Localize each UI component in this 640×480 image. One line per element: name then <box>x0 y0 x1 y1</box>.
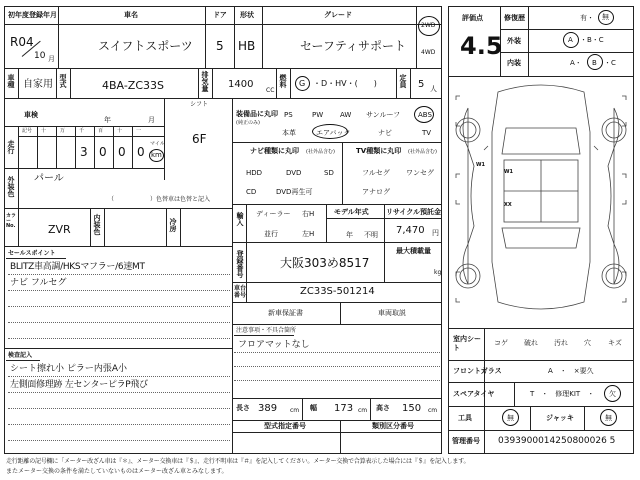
damage-mark-w1-a: W1 <box>476 162 485 168</box>
inspection-year: 年 <box>104 116 111 124</box>
displacement-unit: CC <box>266 87 275 94</box>
spare-tire-none: 欠 <box>609 390 616 398</box>
warranty-doc: 新車保証書 <box>268 309 303 317</box>
height-value: 150 <box>402 403 422 414</box>
recycle-value: 7,470 <box>396 225 425 236</box>
max-load-unit: kg <box>434 269 442 276</box>
category-value: 自家用 <box>23 79 53 90</box>
spare-tire-label: スペアタイヤ <box>453 390 495 398</box>
tools-none: 無 <box>507 414 514 422</box>
mileage-cell-divider <box>37 126 38 168</box>
drive-4wd: 4WD <box>421 49 436 56</box>
chassis-label: 車台番号 <box>234 285 247 299</box>
exterior-color: パール <box>34 173 64 184</box>
recycle-label: リサイクル預託金 <box>386 208 442 216</box>
sheet-hole: 穴 <box>584 339 591 347</box>
fuel-g: G <box>299 79 306 88</box>
navi-dvd: DVD <box>286 169 302 177</box>
tools-label: 工具 <box>458 414 472 422</box>
mileage-unit-label: 記号 <box>22 128 33 134</box>
mileage-unit-label: 百 <box>98 128 104 134</box>
navi-sd: SD <box>324 169 334 177</box>
navi-type-label: ナビ種類に丸印 <box>250 147 299 155</box>
equip-ps: PS <box>284 111 293 119</box>
sheet-tear: 破れ <box>524 339 538 347</box>
equipment-sublabel: (純正のみ) <box>236 120 260 126</box>
notes-line-1: フロアマットなし <box>238 340 310 350</box>
sales-points-label: セールスポイント <box>8 250 56 257</box>
doors-value: 5 <box>216 39 224 53</box>
equipment-label: 装備品に丸印 <box>236 110 278 118</box>
model-value: 4BA-ZC33S <box>102 79 164 92</box>
interior-grade-label: 内装 <box>507 59 521 67</box>
jack-none: 無 <box>605 414 612 422</box>
int-c: ・C <box>604 59 616 67</box>
km-label: km <box>151 151 162 159</box>
first-reg-month: 10 <box>34 51 46 61</box>
first-reg-year: R04 <box>10 35 34 49</box>
footer-line-1: 走行距離の記号欄に「メーター改ざん車は『＊』、メーター交換車は『＄』、走行不明車は『＃』を記入してください。メーター交換で合算表示した場合には『＄』を記入します。 <box>6 458 470 465</box>
max-load-label: 最大積載量 <box>396 247 431 255</box>
mileage-digit: 0 <box>99 145 107 159</box>
mileage-cell-divider <box>113 126 114 168</box>
chassis-number: ZC33S-501214 <box>300 286 375 297</box>
model-year-unknown: 不明 <box>364 231 378 239</box>
mileage-unit-label: 千 <box>79 128 85 134</box>
sales-point-line-2: ナビ フルセグ <box>10 278 67 288</box>
repair-none: 無 <box>602 13 609 21</box>
aircon-label: 冷房 <box>169 218 177 232</box>
exterior-note: （ ）色替車は色替と記入 <box>108 196 211 203</box>
length-label: 長さ <box>236 404 250 412</box>
equip-abs: ABS <box>418 111 432 119</box>
tv-type-label: TV種類に丸印 <box>356 147 402 155</box>
month-unit: 月 <box>48 55 55 63</box>
model-label: 型式 <box>59 74 67 88</box>
exterior-grade-label: 外装 <box>507 37 521 45</box>
navi-cd: CD <box>246 188 257 196</box>
import-label: 輸入 <box>236 212 244 226</box>
height-unit: cm <box>428 407 438 414</box>
equip-airbag: エアバック <box>316 129 351 137</box>
repair-label: 修復歴 <box>504 14 525 22</box>
manual-doc: 車両取説 <box>378 309 406 317</box>
color-no-value: ZVR <box>48 223 71 236</box>
notes-label: 注意事項・不具合箇所 <box>236 327 297 334</box>
drive-2wd: 2WD <box>421 22 436 29</box>
tv-fullseg: フルセグ <box>362 169 390 177</box>
tv-oneseg: ワンセグ <box>406 169 434 177</box>
damage-mark-w1-b: W1 <box>504 169 513 175</box>
model-year-unit: 年 <box>346 231 353 239</box>
mileage-unit-label: 十 <box>41 128 47 134</box>
equip-tv: TV <box>422 129 432 137</box>
grade-value: セーフティサポート <box>300 39 406 53</box>
shift-label: シフト <box>190 101 209 108</box>
capacity-unit: 人 <box>430 85 437 93</box>
inspector-label: 検査記入 <box>8 352 33 359</box>
model-year-label: モデル年式 <box>334 208 369 216</box>
import-parallel: 並行 <box>264 230 278 238</box>
interior-color-label: 内装色 <box>93 214 101 235</box>
class-label: 類別区分番号 <box>372 422 414 430</box>
displacement-value: 1400 <box>228 79 254 90</box>
footer-line-2: またメーター交換の条件を満たしていないものはメーター改ざん車とみなします。 <box>6 468 228 475</box>
import-left: 左H <box>302 230 315 238</box>
score-value: 4.5 <box>460 32 503 60</box>
inspector-line-1: シート擦れ小 ピラー内張A小 <box>10 364 128 374</box>
equip-pw: PW <box>312 111 324 119</box>
length-unit: cm <box>290 407 300 414</box>
mileage-digit: 0 <box>118 145 126 159</box>
spare-tire-value: T ・ 修理KIT ・ <box>530 390 595 398</box>
shift-value: 6F <box>192 132 207 146</box>
interior-sheet-label: 室内シート <box>453 335 481 353</box>
registration-number: 大阪303め8517 <box>280 256 370 270</box>
mile-label: マイル <box>150 141 165 147</box>
fuel-label: 燃料 <box>279 74 287 88</box>
shape-value: HB <box>238 39 256 53</box>
grade-label: グレード <box>324 11 352 19</box>
doors-label: ドア <box>213 11 227 19</box>
score-label: 評価点 <box>462 14 483 22</box>
ext-rest: ・B・C <box>580 36 604 44</box>
tv-analog: アナログ <box>362 188 390 196</box>
color-no-label: カラー No. <box>6 213 17 229</box>
int-b: B <box>592 59 597 67</box>
width-unit: cm <box>358 407 368 414</box>
width-value: 173 <box>334 403 354 414</box>
mileage-unit-label: 十 <box>117 128 123 134</box>
inspection-label: 車検 <box>24 111 38 119</box>
mileage-digit: 0 <box>137 145 145 159</box>
navi-type-sub: (社外品含む) <box>306 149 335 155</box>
exterior-label: 外装色 <box>7 176 15 197</box>
recycle-yen: 円 <box>432 229 439 237</box>
height-label: 高さ <box>376 404 390 412</box>
equip-navi: ナビ <box>378 129 392 137</box>
damage-mark-xx: XX <box>504 202 512 208</box>
fuel-options: ・D・HV・( ) <box>313 79 377 88</box>
shape-label: 形状 <box>240 11 254 19</box>
registration-label: 登録番号 <box>236 250 244 278</box>
equip-leather: 本革 <box>282 129 296 137</box>
navi-dvd-play: DVD再生可 <box>276 188 313 196</box>
mileage-unit-label: 一 <box>136 128 142 134</box>
mileage-label: 走行 <box>7 140 15 154</box>
int-a: A・ <box>570 59 582 67</box>
inspection-month: 月 <box>148 116 155 124</box>
tv-type-sub: (社外品含む) <box>408 149 437 155</box>
windshield-label: フロントガラス <box>453 367 502 375</box>
sales-point-line-1: BLITZ車高調/HKSマフラー/6速MT <box>10 262 145 272</box>
displacement-label: 排気量 <box>201 71 209 92</box>
mileage-unit-label: 万 <box>60 128 66 134</box>
import-dealer: ディーラー <box>256 210 291 218</box>
navi-hdd: HDD <box>246 169 263 177</box>
sheet-burn: コゲ <box>494 339 508 347</box>
mileage-cell-divider <box>94 126 95 168</box>
sheet-scratch: キズ <box>608 339 622 347</box>
mileage-digit: 3 <box>80 145 88 159</box>
car-name-label: 車名 <box>124 11 138 19</box>
sheet-stain: 汚れ <box>554 339 568 347</box>
length-value: 389 <box>258 403 278 414</box>
type-cert-label: 型式指定番号 <box>264 422 306 430</box>
mgmt-label: 管理番号 <box>452 437 480 445</box>
repair-options: 有・ <box>580 14 594 22</box>
capacity-label: 定員 <box>399 74 407 88</box>
mileage-cell-divider <box>75 126 76 168</box>
capacity-value: 5 <box>418 79 425 90</box>
car-name: スイフトスポーツ <box>98 39 193 53</box>
windshield-value: A ・ ×要久 <box>548 367 594 375</box>
jack-label: ジャッキ <box>546 414 574 422</box>
car-damage-diagram <box>448 78 634 328</box>
equip-aw: AW <box>340 111 352 119</box>
inspector-line-2: 左側面修理跡 左センターピラP飛び <box>10 380 148 390</box>
category-label: 車種 <box>7 74 15 88</box>
equip-sunroof: サンルーフ <box>366 111 401 119</box>
mileage-cell-divider <box>56 126 57 168</box>
mileage-cell-divider <box>132 126 133 168</box>
first-reg-label: 初年度登録年月 <box>8 11 57 19</box>
mgmt-number: 0393900014250800026 5 <box>498 436 616 446</box>
import-right: 右H <box>302 210 315 218</box>
width-label: 幅 <box>310 404 317 412</box>
ext-a: A <box>568 36 573 44</box>
